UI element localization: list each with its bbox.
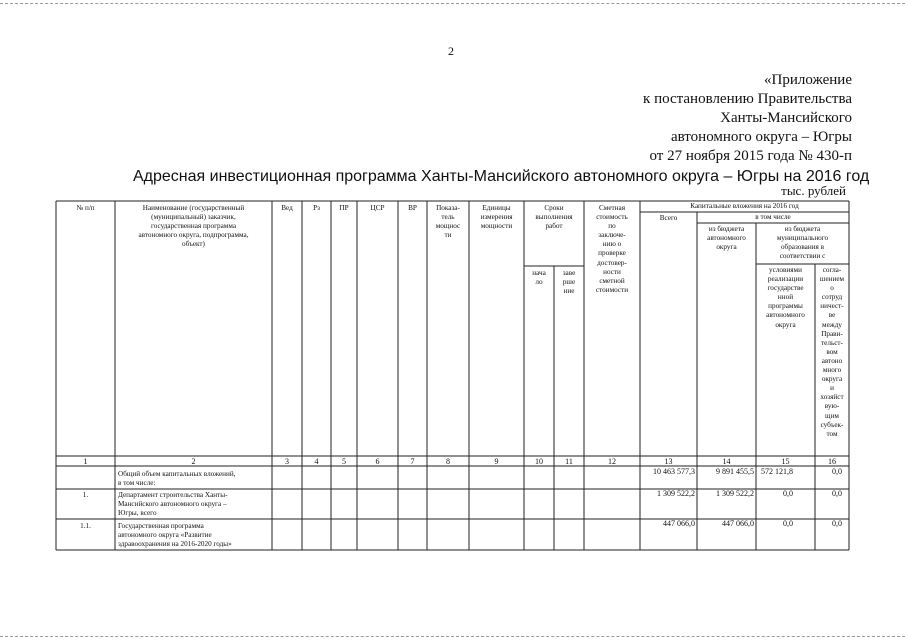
header-agreement: согла- шением о сотруд ничест- ве между Прави- тельст- вом автоно много округа и хозяйст вую- щим субъек- том xyxy=(819,266,845,438)
row-conditions: 0,0 xyxy=(783,519,793,528)
appendix-line: автономного округа – Югры xyxy=(670,129,852,145)
appendix-line: Ханты-Мансийского xyxy=(720,110,852,126)
appendix-line: от 27 ноября 2015 года № 430-п xyxy=(649,148,852,164)
row-ao-budget: 1 309 522,2 xyxy=(716,489,754,498)
header-capacity: Показа- тель мощнос ти xyxy=(435,204,461,240)
row-name: Департамент строительства Ханты- Мансийского автономного округа – Югры, всего xyxy=(118,491,228,518)
colnum-11: 11 xyxy=(565,457,573,466)
row-agreement: 0,0 xyxy=(832,489,842,498)
row-name: Государственная программа автономного округа «Развитие здравоохранения на 2016-2020 годы» xyxy=(118,522,232,549)
row-conditions: 572 121,8 xyxy=(761,467,793,476)
colnum-2: 2 xyxy=(191,457,196,466)
header-vr: ВР xyxy=(408,204,417,212)
units-label: тыс. рублей xyxy=(781,183,846,198)
header-name: Наименование (государственный (муниципальный) заказчик, государственная программа автономного округа, подпрограмма, объект) xyxy=(138,204,249,249)
header-rz: Рз xyxy=(313,204,320,212)
document-title: Адресная инвестиционная программа Ханты-Мансийского автономного округа – Югры на 2016 год xyxy=(133,168,870,185)
header-total: Всего xyxy=(659,214,678,222)
row-total: 1 309 522,2 xyxy=(657,489,695,498)
header-pr: ПР xyxy=(339,204,349,212)
colnum-13: 13 xyxy=(664,457,673,466)
appendix-line: «Приложение xyxy=(763,72,852,88)
colnum-6: 6 xyxy=(375,457,380,466)
row-name: Общий объем капитальных вложений, в том числе: xyxy=(118,470,236,488)
row-agreement: 0,0 xyxy=(832,467,842,476)
header-start: нача ло xyxy=(532,269,546,287)
header-including: в том числе xyxy=(755,213,791,221)
header-ao-budget: из бюджета автономного округа xyxy=(707,225,746,252)
row-total: 10 463 577,3 xyxy=(653,467,695,476)
colnum-16: 16 xyxy=(828,457,836,466)
row-number: 1.1. xyxy=(80,522,91,530)
row-total: 447 066,0 xyxy=(663,519,695,528)
page-number: 2 xyxy=(448,44,454,58)
appendix-line: к постановлению Правительства xyxy=(643,91,852,107)
header-csr: ЦСР xyxy=(370,204,385,212)
header-capital: Капитальные вложения на 2016 год xyxy=(690,202,799,210)
colnum-14: 14 xyxy=(722,457,731,466)
row-ao-budget: 9 891 455,5 xyxy=(716,467,754,476)
colnum-3: 3 xyxy=(285,457,289,466)
colnum-7: 7 xyxy=(410,457,415,466)
colnum-10: 10 xyxy=(535,457,543,466)
header-conditions: условиями реализации государстве нной программы автономного округа xyxy=(766,266,805,329)
colnum-8: 8 xyxy=(446,457,450,466)
header-terms: Сроки выполнения работ xyxy=(535,204,573,231)
colnum-1: 1 xyxy=(83,457,88,466)
colnum-12: 12 xyxy=(608,457,616,466)
colnum-9: 9 xyxy=(494,457,499,466)
header-num: № п/п xyxy=(76,204,95,212)
row-agreement: 0,0 xyxy=(832,519,842,528)
header-end: заве рше ние xyxy=(562,269,576,296)
header-estimate: Сметная стоимость по заключе- нию о проверке достовер- ности сметной стоимости xyxy=(595,204,629,294)
row-ao-budget: 447 066,0 xyxy=(722,519,754,528)
header-mo-budget: из бюджета муниципального образования в соответствии с xyxy=(776,225,829,261)
row-conditions: 0,0 xyxy=(783,489,793,498)
row-number: 1. xyxy=(82,491,89,499)
colnum-15: 15 xyxy=(781,457,790,466)
colnum-4: 4 xyxy=(314,457,319,466)
header-ved: Вед xyxy=(281,204,293,212)
colnum-5: 5 xyxy=(342,457,346,466)
header-units: Единицы измерения мощности xyxy=(480,204,513,231)
